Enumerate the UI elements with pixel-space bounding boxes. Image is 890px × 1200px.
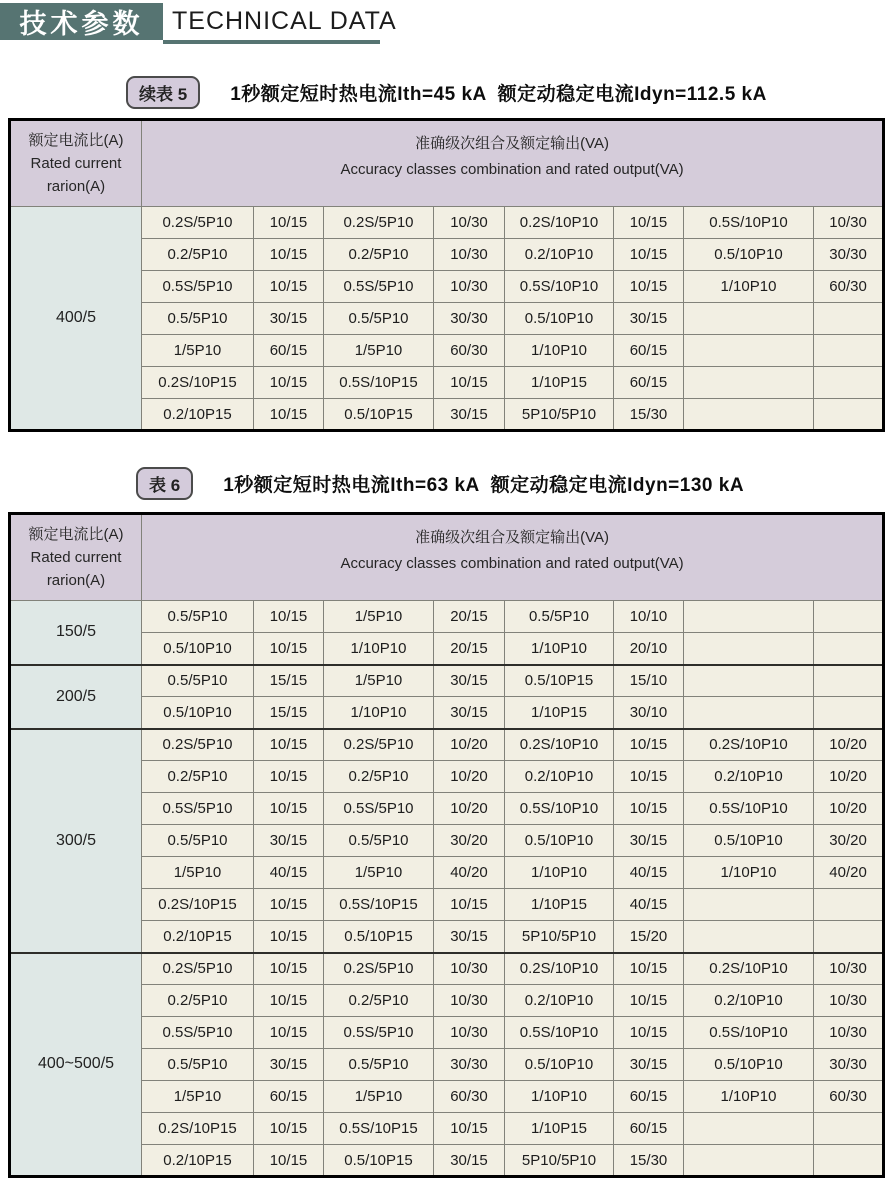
table-cell: 15/15 xyxy=(254,697,324,729)
table-cell: 0.2S/10P10 xyxy=(684,729,814,761)
table-cell: 1/10P10 xyxy=(505,633,614,665)
table-row xyxy=(10,399,884,431)
table-cell xyxy=(684,889,814,921)
table-cell: 10/15 xyxy=(434,367,505,399)
table-cell: 30/30 xyxy=(434,303,505,335)
table-cell: 10/15 xyxy=(254,207,324,239)
table-cell: 30/15 xyxy=(254,1049,324,1081)
table-cell xyxy=(684,335,814,367)
table-cell: 10/15 xyxy=(254,271,324,303)
table-cell: 40/20 xyxy=(434,857,505,889)
table-5 xyxy=(8,118,885,432)
table-cell: 0.5/10P10 xyxy=(142,697,254,729)
table-cell: 10/20 xyxy=(434,793,505,825)
table-cell: 0.5S/5P10 xyxy=(324,1017,434,1049)
table-cell: 0.5S/10P15 xyxy=(324,889,434,921)
table-cell: 60/30 xyxy=(434,335,505,367)
table-cell xyxy=(684,1113,814,1145)
table-cell: 1/5P10 xyxy=(324,665,434,697)
table-cell xyxy=(684,399,814,431)
table-cell: 10/30 xyxy=(434,1017,505,1049)
table-cell: 30/15 xyxy=(254,303,324,335)
table-cell: 10/15 xyxy=(614,729,684,761)
table-cell: 1/5P10 xyxy=(142,335,254,367)
table5-caption xyxy=(126,76,890,109)
table-cell: 60/15 xyxy=(614,1113,684,1145)
table-cell: 60/30 xyxy=(814,271,884,303)
table-cell: 30/20 xyxy=(434,825,505,857)
table-cell: 30/15 xyxy=(434,697,505,729)
table-cell: 0.2/10P10 xyxy=(684,985,814,1017)
table-cell: 1/5P10 xyxy=(142,857,254,889)
table-row xyxy=(10,953,884,985)
table-cell: 10/15 xyxy=(614,761,684,793)
table-cell xyxy=(684,601,814,633)
table-cell xyxy=(814,1145,884,1177)
table-cell: 0.2/5P10 xyxy=(142,761,254,793)
table-cell: 1/10P15 xyxy=(505,367,614,399)
table-cell: 0.2/10P15 xyxy=(142,921,254,953)
table-cell: 0.2/10P10 xyxy=(505,761,614,793)
table-cell: 0.5/10P10 xyxy=(142,633,254,665)
table-cell: 30/15 xyxy=(254,825,324,857)
table-cell xyxy=(814,665,884,697)
table-cell: 0.5/10P10 xyxy=(684,825,814,857)
table-cell: 5P10/5P10 xyxy=(505,921,614,953)
table-cell: 10/20 xyxy=(434,761,505,793)
table-cell: 0.2/5P10 xyxy=(142,985,254,1017)
table-cell xyxy=(684,633,814,665)
table-cell: 1/5P10 xyxy=(324,1081,434,1113)
table-cell: 0.5/10P10 xyxy=(505,303,614,335)
row-label: 200/5 xyxy=(10,665,142,729)
table-cell: 5P10/5P10 xyxy=(505,1145,614,1177)
table-cell: 0.5S/10P10 xyxy=(684,207,814,239)
table-cell xyxy=(814,601,884,633)
table-cell: 10/15 xyxy=(254,889,324,921)
table-cell: 10/15 xyxy=(614,793,684,825)
title-underline xyxy=(163,40,380,44)
table-row xyxy=(10,303,884,335)
table-cell: 1/10P15 xyxy=(505,889,614,921)
table-cell: 0.2/5P10 xyxy=(324,761,434,793)
table-row xyxy=(10,825,884,857)
table-cell: 10/15 xyxy=(614,239,684,271)
table-cell: 1/10P15 xyxy=(505,1113,614,1145)
table-cell: 0.2S/10P10 xyxy=(505,207,614,239)
table-cell: 0.2S/10P15 xyxy=(142,367,254,399)
table-cell: 30/15 xyxy=(614,1049,684,1081)
table-cell: 1/10P10 xyxy=(324,633,434,665)
table-cell: 1/10P15 xyxy=(505,697,614,729)
table-cell: 30/20 xyxy=(814,825,884,857)
table-cell: 10/15 xyxy=(614,953,684,985)
table-cell: 10/30 xyxy=(434,953,505,985)
table-cell: 15/30 xyxy=(614,399,684,431)
table-cell: 0.5S/10P10 xyxy=(684,1017,814,1049)
table-cell: 0.5/10P15 xyxy=(324,399,434,431)
table6-caption xyxy=(136,467,890,500)
page-header xyxy=(0,0,890,47)
table-row xyxy=(10,857,884,889)
page-title-en: TECHNICAL DATA xyxy=(172,7,397,35)
table-cell: 10/15 xyxy=(254,633,324,665)
table-row xyxy=(10,889,884,921)
table-row xyxy=(10,697,884,729)
table-cell: 0.2/10P10 xyxy=(684,761,814,793)
table-cell xyxy=(814,399,884,431)
table-row xyxy=(10,921,884,953)
row-label: 300/5 xyxy=(10,729,142,953)
table-row xyxy=(10,793,884,825)
table-cell: 40/20 xyxy=(814,857,884,889)
table-cell: 0.2/10P15 xyxy=(142,1145,254,1177)
table-cell: 1/10P10 xyxy=(505,857,614,889)
table-row xyxy=(10,1017,884,1049)
table-cell: 0.2S/10P10 xyxy=(684,953,814,985)
table-cell: 0.5S/10P10 xyxy=(505,1017,614,1049)
table-cell: 10/10 xyxy=(614,601,684,633)
table-cell: 1/10P10 xyxy=(505,335,614,367)
table-cell: 1/10P10 xyxy=(505,1081,614,1113)
table-cell: 10/15 xyxy=(254,367,324,399)
table-row xyxy=(10,367,884,399)
table-cell: 0.2S/10P15 xyxy=(142,1113,254,1145)
row-label: 150/5 xyxy=(10,601,142,665)
table-cell: 10/30 xyxy=(434,271,505,303)
table-cell xyxy=(814,921,884,953)
table-row xyxy=(10,665,884,697)
table-row xyxy=(10,1145,884,1177)
table-cell: 0.5/5P10 xyxy=(324,303,434,335)
table-row xyxy=(10,1113,884,1145)
table-cell: 10/30 xyxy=(814,1017,884,1049)
table-cell: 30/15 xyxy=(434,921,505,953)
table-cell: 10/30 xyxy=(814,953,884,985)
table-cell: 0.5S/10P10 xyxy=(684,793,814,825)
table-cell: 0.2/10P15 xyxy=(142,399,254,431)
table-cell: 60/15 xyxy=(614,1081,684,1113)
table-cell: 0.2/10P10 xyxy=(505,239,614,271)
table-cell xyxy=(814,335,884,367)
table-cell: 1/10P10 xyxy=(324,697,434,729)
table-cell: 0.5/10P15 xyxy=(505,665,614,697)
table-cell: 60/15 xyxy=(254,1081,324,1113)
table-cell: 10/15 xyxy=(254,921,324,953)
table-row xyxy=(10,271,884,303)
table-cell: 0.5S/10P15 xyxy=(324,367,434,399)
table-cell: 0.5/5P10 xyxy=(505,601,614,633)
table-row xyxy=(10,239,884,271)
table-cell: 60/30 xyxy=(434,1081,505,1113)
table-cell: 0.5/10P10 xyxy=(505,825,614,857)
table-cell: 10/15 xyxy=(434,889,505,921)
table5-title: 1秒额定短时热电流Ith=45 kA 额定动稳定电流Idyn=112.5 kA xyxy=(230,84,767,105)
ratio-column-header: 额定电流比(A) Rated current rarion(A) xyxy=(10,120,142,207)
table-cell: 40/15 xyxy=(614,889,684,921)
table-cell: 20/15 xyxy=(434,601,505,633)
table-cell: 5P10/5P10 xyxy=(505,399,614,431)
table-cell: 0.5S/5P10 xyxy=(142,793,254,825)
table6-title: 1秒额定短时热电流Ith=63 kA 额定动稳定电流Idyn=130 kA xyxy=(223,475,745,496)
row-label: 400/5 xyxy=(10,207,142,431)
table-cell: 10/15 xyxy=(254,601,324,633)
table-cell: 10/15 xyxy=(254,239,324,271)
table-cell: 10/15 xyxy=(254,1113,324,1145)
table-cell: 0.2S/5P10 xyxy=(324,729,434,761)
table-row xyxy=(10,1081,884,1113)
table-cell: 0.2S/5P10 xyxy=(324,953,434,985)
table-cell: 15/10 xyxy=(614,665,684,697)
table-cell: 60/15 xyxy=(254,335,324,367)
table-cell: 0.5S/5P10 xyxy=(142,271,254,303)
table-cell: 0.2/5P10 xyxy=(324,239,434,271)
table-cell: 30/15 xyxy=(434,399,505,431)
table-cell: 10/15 xyxy=(254,1017,324,1049)
table-cell xyxy=(814,1113,884,1145)
table-cell: 0.5S/10P10 xyxy=(505,271,614,303)
table-cell: 60/15 xyxy=(614,367,684,399)
table-cell: 10/20 xyxy=(814,729,884,761)
table-cell: 20/15 xyxy=(434,633,505,665)
table-cell: 10/15 xyxy=(254,985,324,1017)
table-cell: 60/30 xyxy=(814,1081,884,1113)
table-cell: 10/15 xyxy=(254,793,324,825)
table-cell: 0.5/10P15 xyxy=(324,1145,434,1177)
table-cell xyxy=(684,921,814,953)
table-cell: 0.5S/5P10 xyxy=(142,1017,254,1049)
table-cell: 30/15 xyxy=(434,1145,505,1177)
table-cell: 10/30 xyxy=(434,207,505,239)
table-cell xyxy=(814,697,884,729)
table-cell: 15/15 xyxy=(254,665,324,697)
table-cell: 15/20 xyxy=(614,921,684,953)
table-row xyxy=(10,1049,884,1081)
table-cell: 10/15 xyxy=(614,271,684,303)
table-cell: 0.2/5P10 xyxy=(142,239,254,271)
table-cell xyxy=(814,367,884,399)
table-cell: 10/15 xyxy=(614,207,684,239)
table-cell: 10/15 xyxy=(614,1017,684,1049)
table-cell: 40/15 xyxy=(254,857,324,889)
table-row xyxy=(10,207,884,239)
table-cell: 0.5S/5P10 xyxy=(324,271,434,303)
table-cell: 30/30 xyxy=(814,1049,884,1081)
table-cell: 0.2S/10P15 xyxy=(142,889,254,921)
page-title-cn: 技术参数 xyxy=(0,3,163,40)
table6-badge: 表 6 xyxy=(136,467,193,500)
table-cell: 10/15 xyxy=(254,1145,324,1177)
table-cell: 0.5/10P10 xyxy=(684,239,814,271)
table5-badge: 续表 5 xyxy=(126,76,200,109)
table-cell xyxy=(684,697,814,729)
table-cell: 60/15 xyxy=(614,335,684,367)
table-cell: 30/15 xyxy=(434,665,505,697)
table-cell: 1/10P10 xyxy=(684,271,814,303)
table-cell xyxy=(684,665,814,697)
table-cell: 0.5/5P10 xyxy=(324,825,434,857)
table-cell: 30/30 xyxy=(434,1049,505,1081)
table-cell xyxy=(684,367,814,399)
table-cell: 1/5P10 xyxy=(324,335,434,367)
table-cell: 10/30 xyxy=(814,985,884,1017)
table-cell: 30/30 xyxy=(814,239,884,271)
table-cell: 0.5/10P15 xyxy=(324,921,434,953)
table-cell: 0.5/5P10 xyxy=(142,1049,254,1081)
table-6 xyxy=(8,512,885,1178)
table-cell: 10/15 xyxy=(254,761,324,793)
table-cell: 0.2S/5P10 xyxy=(142,207,254,239)
table-cell: 10/15 xyxy=(434,1113,505,1145)
table-cell xyxy=(814,633,884,665)
table-cell: 0.5/5P10 xyxy=(324,1049,434,1081)
table-cell: 1/5P10 xyxy=(324,857,434,889)
table-cell: 40/15 xyxy=(614,857,684,889)
table-cell: 1/10P10 xyxy=(684,857,814,889)
table-cell: 0.2S/10P10 xyxy=(505,953,614,985)
row-label: 400~500/5 xyxy=(10,953,142,1177)
table-cell: 15/30 xyxy=(614,1145,684,1177)
table-cell: 0.5/5P10 xyxy=(142,601,254,633)
accuracy-column-header: 准确级次组合及额定输出(VA) Accuracy classes combination and rated output(VA) xyxy=(142,514,884,601)
table-cell: 10/15 xyxy=(254,953,324,985)
table-cell: 0.5S/10P10 xyxy=(505,793,614,825)
table-cell xyxy=(684,1145,814,1177)
table-cell: 30/10 xyxy=(614,697,684,729)
table-cell: 0.5S/10P15 xyxy=(324,1113,434,1145)
table-cell: 30/15 xyxy=(614,825,684,857)
table-cell: 0.5/10P10 xyxy=(505,1049,614,1081)
table-row xyxy=(10,985,884,1017)
table-cell: 10/15 xyxy=(254,399,324,431)
table-cell: 1/5P10 xyxy=(142,1081,254,1113)
table-cell: 0.5/5P10 xyxy=(142,825,254,857)
table-cell: 0.5/5P10 xyxy=(142,303,254,335)
table-cell xyxy=(814,889,884,921)
table-cell: 20/10 xyxy=(614,633,684,665)
ratio-column-header: 额定电流比(A) Rated current rarion(A) xyxy=(10,514,142,601)
table-cell: 0.2S/5P10 xyxy=(142,953,254,985)
table-cell: 10/20 xyxy=(814,793,884,825)
table-row xyxy=(10,761,884,793)
table-cell: 0.5/5P10 xyxy=(142,665,254,697)
table-row xyxy=(10,729,884,761)
table-cell: 1/5P10 xyxy=(324,601,434,633)
table-cell: 0.5S/5P10 xyxy=(324,793,434,825)
table-cell: 10/30 xyxy=(434,239,505,271)
table-row xyxy=(10,601,884,633)
table-cell: 0.2/10P10 xyxy=(505,985,614,1017)
table-cell: 10/30 xyxy=(814,207,884,239)
table-cell xyxy=(814,303,884,335)
table-cell: 0.2/5P10 xyxy=(324,985,434,1017)
table-cell: 0.5/10P10 xyxy=(684,1049,814,1081)
table-cell: 10/15 xyxy=(254,729,324,761)
table-cell: 0.2S/10P10 xyxy=(505,729,614,761)
accuracy-column-header: 准确级次组合及额定输出(VA) Accuracy classes combination and rated output(VA) xyxy=(142,120,884,207)
table-cell: 0.2S/5P10 xyxy=(324,207,434,239)
table-cell: 1/10P10 xyxy=(684,1081,814,1113)
table-cell: 10/20 xyxy=(434,729,505,761)
table-row xyxy=(10,633,884,665)
table-cell: 30/15 xyxy=(614,303,684,335)
table-cell: 0.2S/5P10 xyxy=(142,729,254,761)
table-cell: 10/15 xyxy=(614,985,684,1017)
table-cell: 10/30 xyxy=(434,985,505,1017)
table-cell: 10/20 xyxy=(814,761,884,793)
table-cell xyxy=(684,303,814,335)
table-row xyxy=(10,335,884,367)
